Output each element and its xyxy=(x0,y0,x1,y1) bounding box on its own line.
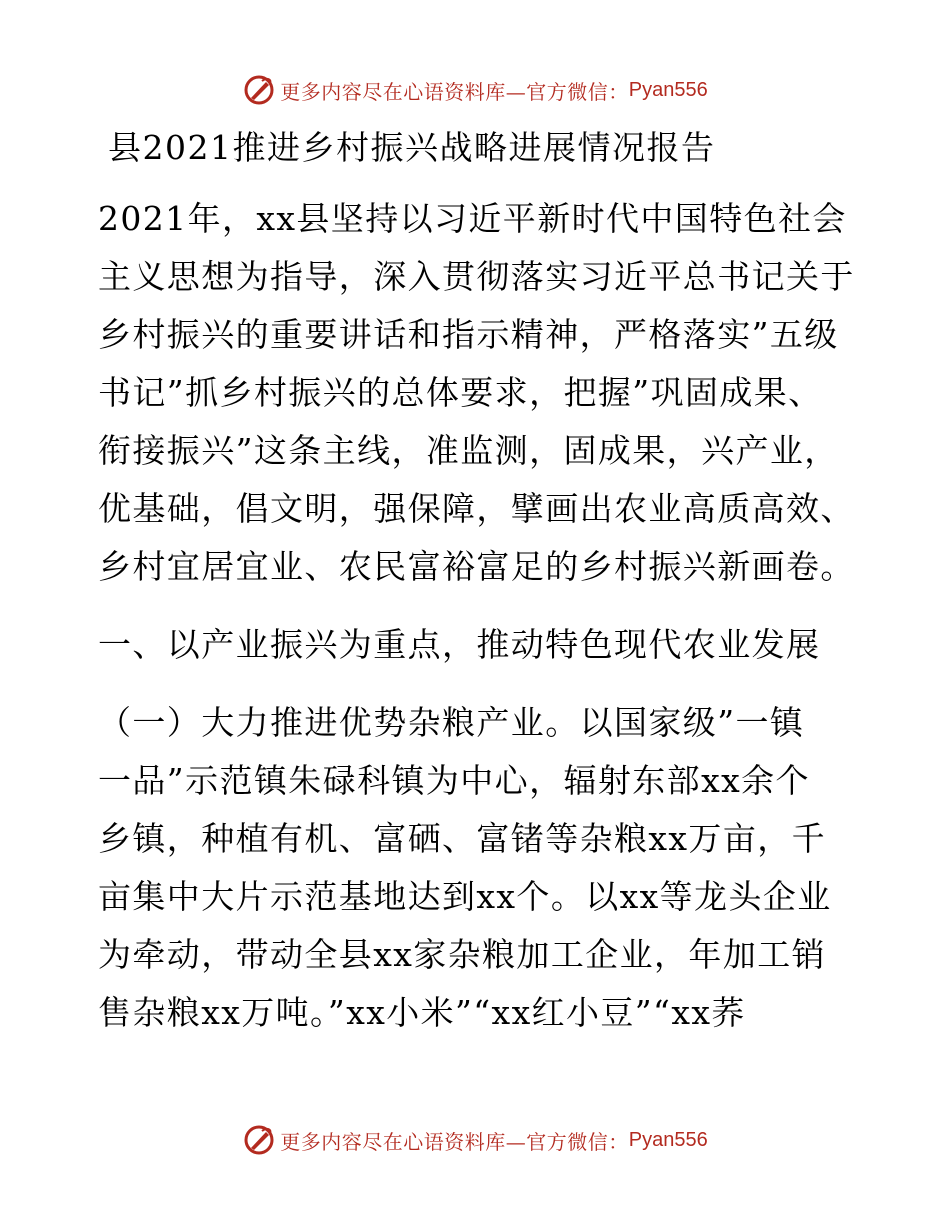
quill-logo-icon xyxy=(242,1123,276,1157)
paragraph-line: 为牵动，带动全县xx家杂粮加工企业，年加工销 xyxy=(98,935,827,974)
paragraph-line: 亩集中大片示范基地达到xx个。以xx等龙头企业 xyxy=(98,877,832,916)
paragraph-line: 售杂粮xx万吨。”xx小米”“xx红小豆”“xx荞 xyxy=(98,993,746,1032)
watermark-wechat-id: Pyan556 xyxy=(628,78,708,101)
paragraph-line: 乡村振兴的重要讲话和指示精神，严格落实”五级 xyxy=(98,315,839,354)
watermark-text: 更多内容尽在心语资料库—官方微信： xyxy=(280,79,629,104)
paragraph-line: 优基础，倡文明，强保障，擘画出农业高质高效、 xyxy=(98,489,855,528)
section-heading: 一、以产业振兴为重点，推动特色现代农业发展 xyxy=(98,625,821,664)
paragraph-line: 主义思想为指导，深入贯彻落实习近平总书记关于 xyxy=(98,257,855,296)
paragraph-line: 一品”示范镇朱碌科镇为中心，辐射东部xx余个 xyxy=(98,761,810,800)
paragraph-line: 书记”抓乡村振兴的总体要求，把握”巩固成果、 xyxy=(98,373,823,412)
watermark-text: 更多内容尽在心语资料库—官方微信： xyxy=(280,1129,629,1154)
paragraph-line: 2021年，xx县坚持以习近平新时代中国特色社会 xyxy=(98,199,847,238)
watermark-wechat-id: Pyan556 xyxy=(628,1128,708,1151)
quill-logo-icon xyxy=(242,73,276,107)
footer-watermark xyxy=(0,1120,950,1160)
document-title: 县2021推进乡村振兴战略进展情况报告 xyxy=(108,128,716,167)
paragraph-line: 乡镇，种植有机、富硒、富锗等杂粮xx万亩，千 xyxy=(98,819,827,858)
header-watermark xyxy=(0,70,950,110)
paragraph-line: 衔接振兴”这条主线，准监测，固成果，兴产业， xyxy=(98,431,839,470)
paragraph-line: 乡村宜居宜业、农民富裕富足的乡村振兴新画卷。 xyxy=(98,547,855,586)
paragraph-line: （一）大力推进优势杂粮产业。以国家级”一镇 xyxy=(98,703,805,742)
